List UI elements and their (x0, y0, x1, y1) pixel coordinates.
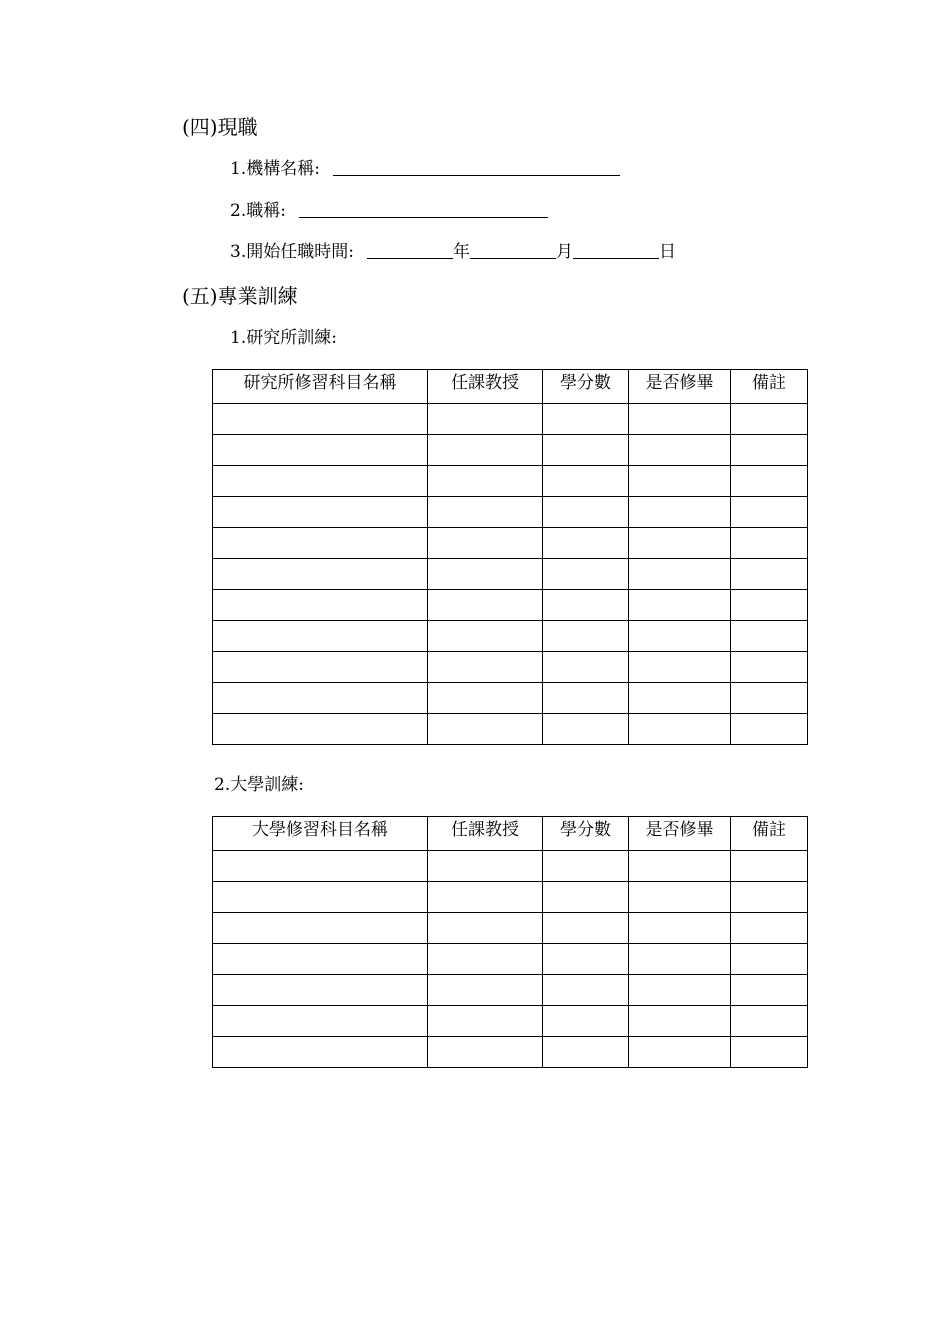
cell-completed[interactable] (629, 714, 731, 745)
cell-remarks[interactable] (731, 851, 808, 882)
cell-instructor[interactable] (428, 1037, 543, 1068)
cell-remarks[interactable] (731, 528, 808, 559)
cell-instructor[interactable] (428, 590, 543, 621)
cell-credits[interactable] (543, 466, 629, 497)
cell-credits[interactable] (543, 683, 629, 714)
cell-course-name[interactable] (213, 404, 428, 435)
cell-completed[interactable] (629, 683, 731, 714)
cell-remarks[interactable] (731, 466, 808, 497)
col-remarks: 備註 (731, 370, 808, 404)
cell-credits[interactable] (543, 913, 629, 944)
cell-instructor[interactable] (428, 851, 543, 882)
cell-completed[interactable] (629, 913, 731, 944)
cell-course-name[interactable] (213, 652, 428, 683)
job-title-label: 2.職稱: (230, 201, 286, 221)
cell-course-name[interactable] (213, 1006, 428, 1037)
table-row (213, 683, 808, 714)
cell-instructor[interactable] (428, 466, 543, 497)
cell-credits[interactable] (543, 404, 629, 435)
cell-credits[interactable] (543, 497, 629, 528)
table-row (213, 851, 808, 882)
section-training-heading: (五)專業訓練 (182, 284, 298, 308)
table-row (213, 466, 808, 497)
cell-remarks[interactable] (731, 975, 808, 1006)
cell-remarks[interactable] (731, 913, 808, 944)
start-day-blank[interactable] (573, 244, 659, 259)
cell-remarks[interactable] (731, 652, 808, 683)
cell-completed[interactable] (629, 528, 731, 559)
table-row (213, 944, 808, 975)
cell-credits[interactable] (543, 851, 629, 882)
org-name-row (230, 158, 620, 180)
cell-instructor[interactable] (428, 944, 543, 975)
col-completed: 是否修畢 (629, 817, 731, 851)
col-credits: 學分數 (543, 370, 629, 404)
cell-completed[interactable] (629, 652, 731, 683)
cell-remarks[interactable] (731, 404, 808, 435)
cell-remarks[interactable] (731, 1037, 808, 1068)
cell-completed[interactable] (629, 435, 731, 466)
start-month-blank[interactable] (470, 244, 556, 259)
cell-remarks[interactable] (731, 714, 808, 745)
cell-instructor[interactable] (428, 1006, 543, 1037)
col-course-name: 大學修習科目名稱 (213, 817, 428, 851)
cell-completed[interactable] (629, 1006, 731, 1037)
cell-remarks[interactable] (731, 559, 808, 590)
table-row (213, 497, 808, 528)
cell-course-name[interactable] (213, 1037, 428, 1068)
cell-completed[interactable] (629, 590, 731, 621)
cell-remarks[interactable] (731, 683, 808, 714)
col-credits: 學分數 (543, 817, 629, 851)
cell-credits[interactable] (543, 559, 629, 590)
col-course-name: 研究所修習科目名稱 (213, 370, 428, 404)
cell-instructor[interactable] (428, 652, 543, 683)
cell-completed[interactable] (629, 944, 731, 975)
cell-course-name[interactable] (213, 590, 428, 621)
table-row (213, 559, 808, 590)
cell-instructor[interactable] (428, 435, 543, 466)
cell-course-name[interactable] (213, 528, 428, 559)
cell-completed[interactable] (629, 621, 731, 652)
table-header-row (213, 817, 808, 851)
cell-remarks[interactable] (731, 621, 808, 652)
col-completed: 是否修畢 (629, 370, 731, 404)
job-title-blank[interactable] (299, 203, 548, 218)
cell-completed[interactable] (629, 882, 731, 913)
grad-course-table (212, 369, 808, 745)
table-row (213, 1006, 808, 1037)
cell-remarks[interactable] (731, 882, 808, 913)
cell-instructor[interactable] (428, 404, 543, 435)
col-remarks: 備註 (731, 817, 808, 851)
table-row (213, 404, 808, 435)
cell-remarks[interactable] (731, 1006, 808, 1037)
table-row (213, 975, 808, 1006)
cell-course-name[interactable] (213, 559, 428, 590)
table-row (213, 913, 808, 944)
cell-credits[interactable] (543, 590, 629, 621)
cell-completed[interactable] (629, 851, 731, 882)
grad-training-label: 1.研究所訓練: (230, 328, 337, 348)
table-row (213, 435, 808, 466)
cell-course-name[interactable] (213, 683, 428, 714)
cell-credits[interactable] (543, 528, 629, 559)
cell-instructor[interactable] (428, 621, 543, 652)
cell-remarks[interactable] (731, 944, 808, 975)
cell-instructor[interactable] (428, 497, 543, 528)
start-year-blank[interactable] (367, 244, 453, 259)
cell-remarks[interactable] (731, 435, 808, 466)
cell-course-name[interactable] (213, 913, 428, 944)
section-current-job-heading: (四)現職 (182, 115, 258, 139)
col-instructor: 任課教授 (428, 817, 543, 851)
cell-credits[interactable] (543, 435, 629, 466)
table-row (213, 590, 808, 621)
undergrad-course-table (212, 816, 808, 1068)
cell-course-name[interactable] (213, 714, 428, 745)
start-date-label: 3.開始任職時間: (230, 242, 354, 262)
cell-credits[interactable] (543, 652, 629, 683)
cell-completed[interactable] (629, 975, 731, 1006)
start-date-row (230, 241, 676, 263)
cell-credits[interactable] (543, 882, 629, 913)
cell-remarks[interactable] (731, 497, 808, 528)
cell-course-name[interactable] (213, 497, 428, 528)
cell-instructor[interactable] (428, 528, 543, 559)
cell-credits[interactable] (543, 944, 629, 975)
year-label: 年 (452, 242, 470, 262)
cell-completed[interactable] (629, 466, 731, 497)
cell-course-name[interactable] (213, 882, 428, 913)
job-title-row (230, 200, 548, 222)
col-instructor: 任課教授 (428, 370, 543, 404)
cell-course-name[interactable] (213, 944, 428, 975)
undergrad-training-label: 2.大學訓練: (214, 775, 304, 795)
cell-remarks[interactable] (731, 590, 808, 621)
table-row (213, 882, 808, 913)
table-row (213, 621, 808, 652)
cell-course-name[interactable] (213, 851, 428, 882)
cell-credits[interactable] (543, 1006, 629, 1037)
cell-instructor[interactable] (428, 882, 543, 913)
cell-instructor[interactable] (428, 683, 543, 714)
cell-instructor[interactable] (428, 913, 543, 944)
cell-completed[interactable] (629, 404, 731, 435)
day-label: 日 (658, 242, 676, 262)
table-row (213, 652, 808, 683)
cell-course-name[interactable] (213, 435, 428, 466)
cell-instructor[interactable] (428, 975, 543, 1006)
table-row (213, 1037, 808, 1068)
cell-credits[interactable] (543, 621, 629, 652)
cell-completed[interactable] (629, 559, 731, 590)
org-name-blank[interactable] (333, 161, 620, 176)
cell-instructor[interactable] (428, 559, 543, 590)
cell-completed[interactable] (629, 497, 731, 528)
month-label: 月 (555, 242, 573, 262)
cell-course-name[interactable] (213, 466, 428, 497)
cell-course-name[interactable] (213, 975, 428, 1006)
cell-credits[interactable] (543, 1037, 629, 1068)
cell-credits[interactable] (543, 975, 629, 1006)
cell-course-name[interactable] (213, 621, 428, 652)
cell-credits[interactable] (543, 714, 629, 745)
cell-completed[interactable] (629, 1037, 731, 1068)
table-header-row (213, 370, 808, 404)
table-row (213, 528, 808, 559)
org-name-label: 1.機構名稱: (230, 159, 320, 179)
cell-instructor[interactable] (428, 714, 543, 745)
table-row (213, 714, 808, 745)
